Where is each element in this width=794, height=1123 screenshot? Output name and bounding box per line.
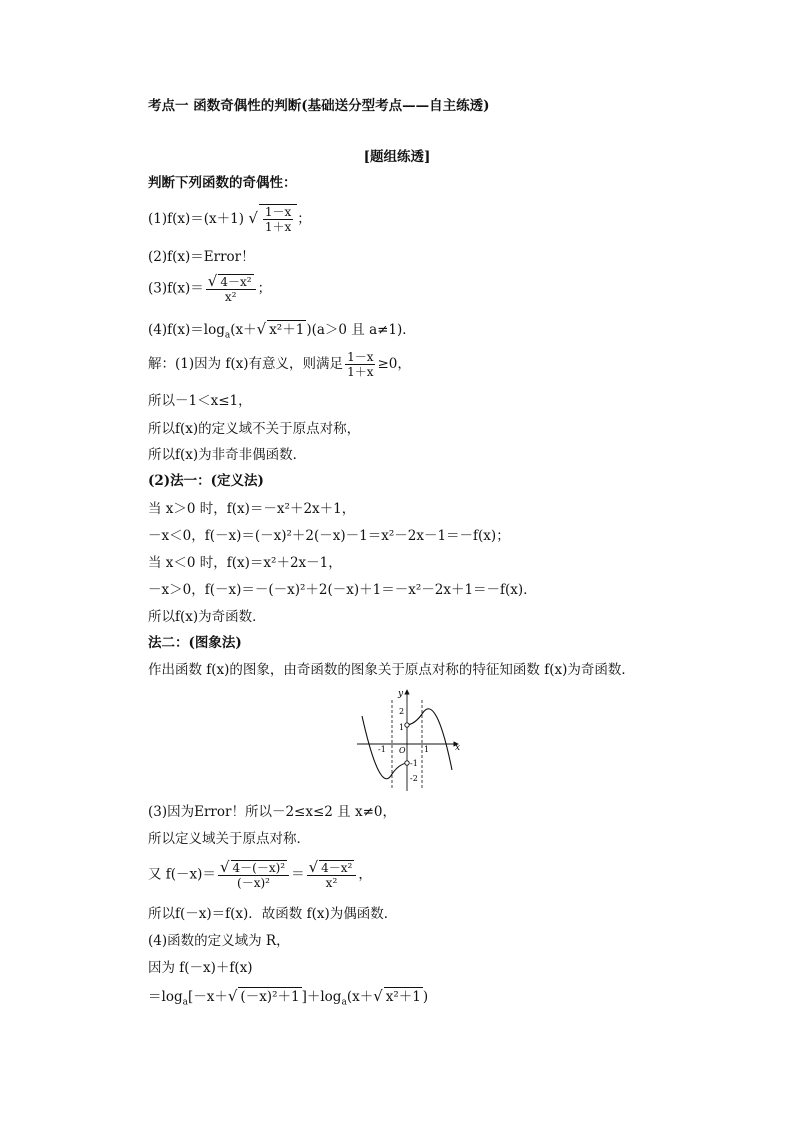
subheading: [题组练透] <box>363 149 431 165</box>
solution-3-eq: ＝ <box>291 866 305 883</box>
solution-1-line-2: 所以－1＜x≤1， <box>148 393 252 409</box>
s4-c: ]＋log <box>301 989 342 1005</box>
solution-1-line-4: 所以f(x)为非奇非偶函数． <box>148 447 307 463</box>
tick-y-neg2: -2 <box>410 774 418 783</box>
tick-y-1: 1 <box>399 723 405 732</box>
x-axis-label: x <box>455 743 461 753</box>
problem-3-left: (3)f(x)＝ <box>148 280 204 297</box>
function-graph <box>352 686 464 796</box>
s4-rad-2: x²＋1 <box>385 989 421 1005</box>
method-2-title: 法二：(图象法) <box>148 635 242 651</box>
method-1-line-2: －x＜0，f(－x)＝(－x)²＋2(－x)－1＝x²－2x－1＝－f(x)； <box>148 528 510 544</box>
sqrt-sign: √ <box>373 987 383 1005</box>
problem-1-end: ； <box>297 211 311 227</box>
problem-1 <box>148 204 311 234</box>
method-1-title: (2)法一：(定义法) <box>148 473 264 489</box>
problem-1-left: (1)f(x)＝(x＋1) <box>148 211 245 227</box>
solution-1-line-3: 所以f(x)的定义域不关于原点对称， <box>148 421 361 437</box>
open-point-bottom <box>405 761 409 765</box>
solution-3-line-4: 所以f(－x)＝f(x)．故函数 f(x)为偶函数． <box>148 906 398 922</box>
log-base: a <box>224 330 231 341</box>
sqrt-sign: √ <box>308 858 319 876</box>
solution-4-line-1: (4)函数的定义域为 R， <box>148 933 290 949</box>
method-1-line-5: 所以f(x)为奇函数． <box>148 609 266 625</box>
tick-x-neg1: -1 <box>378 745 386 754</box>
solution-1-num: 1－x <box>347 350 374 364</box>
intro-text: 判断下列函数的奇偶性： <box>148 175 297 191</box>
s4-d: (x＋ <box>346 989 374 1005</box>
solution-3-den-2: x² <box>325 876 338 890</box>
tick-y-2: 2 <box>399 707 405 716</box>
solution-3-den-1: (－x)² <box>237 876 270 890</box>
tick-x-1: 1 <box>424 745 430 754</box>
problem-3-end: ； <box>257 280 272 297</box>
solution-1-den: 1＋x <box>347 365 374 379</box>
solution-3-num-2: 4－x² <box>321 861 353 875</box>
sqrt-sign: √ <box>227 987 238 1005</box>
problem-3-num: 4－x² <box>220 275 252 289</box>
solution-3-end: ， <box>358 866 372 883</box>
method-1-line-4: －x＞0，f(－x)＝－(－x)²＋2(－x)＋1＝－x²－2x＋1＝－f(x)． <box>148 582 537 598</box>
solution-1 <box>148 350 411 379</box>
solution-3-line-2: 所以定义域关于原点对称． <box>148 831 310 847</box>
problem-1-num: 1－x <box>264 205 292 219</box>
solution-4-line-2: 因为 f(－x)＋f(x) <box>148 960 253 976</box>
solution-3-line-3 <box>148 860 372 890</box>
solution-3-line-1: (3)因为Error！所以－2≤x≤2 且 x≠0， <box>148 804 396 820</box>
s4-rad-1: (－x)²＋1 <box>240 989 300 1005</box>
solution-1-end: ≥0， <box>377 356 411 372</box>
sqrt-sign: √ <box>207 272 218 290</box>
method-1-line-1: 当 x＞0 时，f(x)＝－x²＋2x＋1， <box>148 501 356 517</box>
problem-3-den: x² <box>224 290 237 304</box>
problem-4-mid: (x＋ <box>230 322 257 338</box>
section-heading: 考点一 函数奇偶性的判断(基础送分型考点——自主练透) <box>148 98 490 114</box>
problem-3 <box>148 274 271 304</box>
method-1-line-3: 当 x＜0 时，f(x)＝x²＋2x－1， <box>148 555 342 571</box>
sqrt-sign: √ <box>219 858 230 876</box>
solution-3-num-1: 4－(－x)² <box>232 861 286 875</box>
origin-label: O <box>399 746 406 755</box>
sqrt-sign: √ <box>256 320 267 338</box>
tick-y-neg1: -1 <box>410 759 418 768</box>
solution-3-left: 又 f(－x)＝ <box>148 866 216 883</box>
problem-1-den: 1＋x <box>264 220 292 234</box>
problem-4-end: )(a＞0 且 a≠1)． <box>306 322 416 338</box>
log-base: a <box>341 997 347 1008</box>
open-point-top <box>405 723 409 727</box>
problem-4-left: (4)f(x)＝log <box>148 322 225 338</box>
solution-4-line-3 <box>148 987 428 1012</box>
problem-2: (2)f(x)＝Error！ <box>148 249 255 265</box>
s4-b: [－x＋ <box>187 989 228 1005</box>
problem-4-rad: x²＋1 <box>269 322 305 338</box>
s4-a: ＝log <box>148 989 183 1005</box>
s4-e: ) <box>422 989 429 1005</box>
sqrt-sign: √ <box>248 209 258 227</box>
y-axis-label: y <box>398 689 404 699</box>
method-2-line-1: 作出函数 f(x)的图象，由奇函数的图象关于原点对称的特征知函数 f(x)为奇函数． <box>148 662 635 678</box>
problem-4 <box>148 320 416 345</box>
solution-1-left: 解：(1)因为 f(x)有意义，则满足 <box>148 356 344 372</box>
log-base: a <box>182 997 188 1008</box>
